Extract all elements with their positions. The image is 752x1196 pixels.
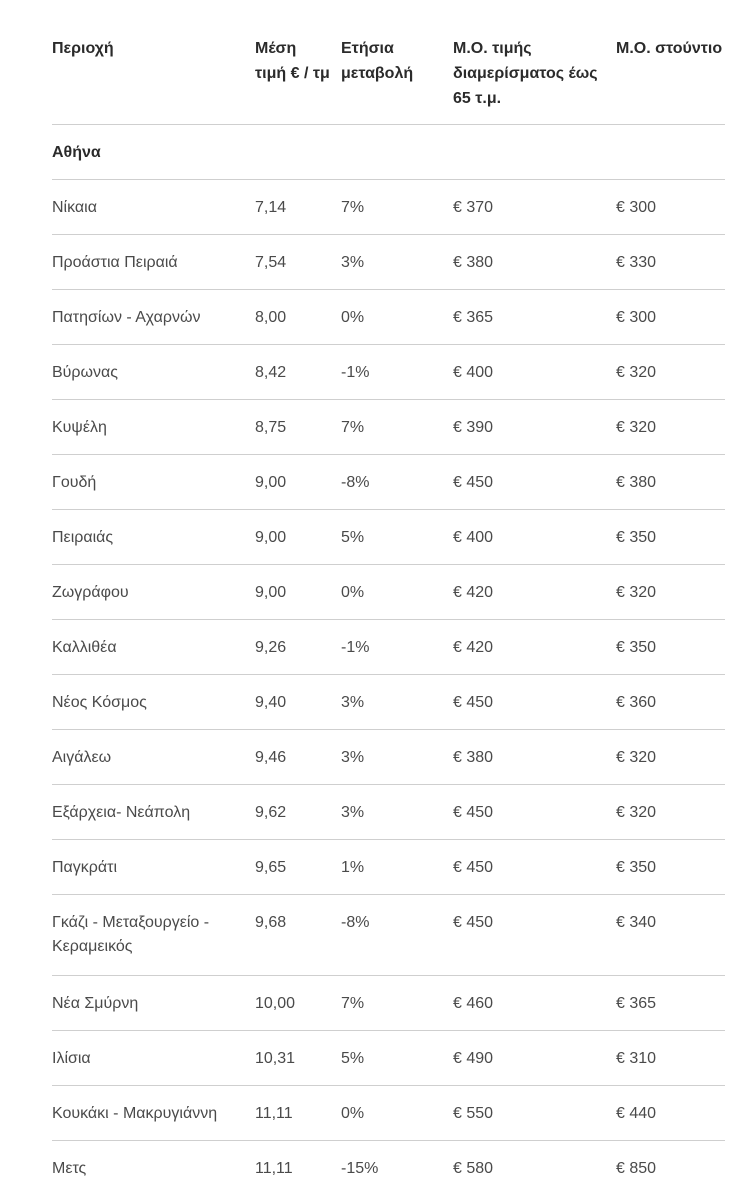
cell-avg-apartment-price: € 380	[453, 749, 494, 766]
cell-annual-change: 0%	[341, 1105, 365, 1122]
table-row	[52, 976, 725, 1031]
cell-area: Μετς	[52, 1160, 87, 1177]
header-avg-apartment-price: Μ.Ο. τιμής διαμερίσματος έως 65 τ.μ.	[453, 40, 598, 107]
table-row	[52, 1141, 725, 1196]
table-header-row	[52, 0, 725, 125]
cell-avg-price: 9,00	[255, 584, 287, 601]
cell-annual-change: -8%	[341, 914, 370, 931]
cell-avg-apartment-price: € 450	[453, 474, 494, 491]
cell-area: Βύρωνας	[52, 364, 118, 381]
cell-avg-apartment-price: € 390	[453, 419, 494, 436]
table-row	[52, 345, 725, 400]
cell-avg-price: 8,75	[255, 419, 287, 436]
cell-avg-price: 11,11	[255, 1105, 293, 1122]
cell-avg-price: 8,42	[255, 364, 287, 381]
cell-area: Καλλιθέα	[52, 639, 117, 656]
cell-avg-studio: € 300	[616, 309, 657, 326]
cell-avg-apartment-price: € 420	[453, 584, 494, 601]
cell-annual-change: -15%	[341, 1160, 379, 1177]
cell-avg-apartment-price: € 400	[453, 529, 494, 546]
table-row	[52, 675, 725, 730]
cell-annual-change: 0%	[341, 309, 365, 326]
header-avg-studio: Μ.Ο. στούντιο	[616, 40, 723, 57]
table-row	[52, 455, 725, 510]
cell-avg-studio: € 350	[616, 859, 657, 876]
cell-annual-change: 5%	[341, 529, 365, 546]
cell-avg-price: 7,14	[255, 199, 287, 216]
group-title: Αθήνα	[52, 144, 101, 161]
cell-avg-apartment-price: € 450	[453, 804, 494, 821]
cell-avg-studio: € 310	[616, 1050, 657, 1067]
table-row	[52, 1031, 725, 1086]
cell-avg-price: 10,31	[255, 1050, 296, 1067]
cell-area: Νέος Κόσμος	[52, 694, 147, 711]
cell-avg-apartment-price: € 450	[453, 694, 494, 711]
cell-area: Πατησίων - Αχαρνών	[52, 309, 201, 326]
cell-avg-price: 10,00	[255, 995, 296, 1012]
header-annual-change: Ετήσια μεταβολή	[341, 40, 414, 82]
cell-avg-price: 9,62	[255, 804, 287, 821]
cell-annual-change: -8%	[341, 474, 370, 491]
cell-annual-change: 3%	[341, 749, 365, 766]
cell-avg-apartment-price: € 490	[453, 1050, 494, 1067]
cell-avg-studio: € 380	[616, 474, 657, 491]
cell-avg-price: 11,11	[255, 1160, 293, 1177]
cell-avg-apartment-price: € 450	[453, 859, 494, 876]
table-row	[52, 400, 725, 455]
cell-avg-studio: € 365	[616, 995, 657, 1012]
table-row	[52, 180, 725, 235]
table-body	[52, 180, 725, 1196]
group-row	[52, 125, 725, 180]
cell-avg-apartment-price: € 550	[453, 1105, 494, 1122]
header-avg-price: Μέση τιμή € / τμ	[255, 40, 330, 82]
table-row	[52, 840, 725, 895]
cell-avg-price: 9,68	[255, 914, 287, 931]
rent-prices-table	[52, 0, 725, 1196]
cell-area: Νίκαια	[52, 199, 97, 216]
table-row	[52, 620, 725, 675]
table-row	[52, 565, 725, 620]
table-row	[52, 895, 725, 976]
cell-avg-apartment-price: € 380	[453, 254, 494, 271]
cell-avg-apartment-price: € 580	[453, 1160, 494, 1177]
cell-avg-studio: € 320	[616, 749, 657, 766]
cell-avg-price: 9,00	[255, 474, 287, 491]
cell-area: Αιγάλεω	[52, 749, 112, 766]
cell-avg-studio: € 320	[616, 804, 657, 821]
cell-area: Γουδή	[52, 474, 97, 491]
table-row	[52, 785, 725, 840]
cell-annual-change: -1%	[341, 364, 370, 381]
cell-avg-studio: € 320	[616, 419, 657, 436]
cell-annual-change: 0%	[341, 584, 365, 601]
cell-avg-studio: € 360	[616, 694, 657, 711]
cell-annual-change: 3%	[341, 254, 365, 271]
cell-annual-change: 5%	[341, 1050, 365, 1067]
cell-avg-studio: € 440	[616, 1105, 657, 1122]
cell-annual-change: 7%	[341, 995, 365, 1012]
cell-annual-change: -1%	[341, 639, 370, 656]
cell-area: Ζωγράφου	[52, 584, 129, 601]
cell-avg-studio: € 300	[616, 199, 657, 216]
header-area: Περιοχή	[52, 40, 114, 57]
cell-avg-apartment-price: € 370	[453, 199, 494, 216]
cell-area: Εξάρχεια- Νεάπολη	[52, 804, 191, 821]
cell-avg-studio: € 330	[616, 254, 657, 271]
table-row	[52, 235, 725, 290]
cell-avg-studio: € 320	[616, 584, 657, 601]
cell-avg-apartment-price: € 450	[453, 914, 494, 931]
table-row	[52, 1086, 725, 1141]
cell-avg-price: 7,54	[255, 254, 287, 271]
cell-avg-studio: € 340	[616, 914, 657, 931]
cell-area: Πειραιάς	[52, 529, 114, 546]
table-row	[52, 730, 725, 785]
cell-annual-change: 7%	[341, 199, 365, 216]
cell-avg-price: 8,00	[255, 309, 287, 326]
cell-annual-change: 3%	[341, 694, 365, 711]
cell-avg-apartment-price: € 460	[453, 995, 494, 1012]
cell-area: Κουκάκι - Μακρυγιάννη	[52, 1105, 218, 1122]
table-row	[52, 510, 725, 565]
cell-annual-change: 1%	[341, 859, 365, 876]
cell-avg-price: 9,46	[255, 749, 287, 766]
cell-avg-apartment-price: € 400	[453, 364, 494, 381]
cell-area: Προάστια Πειραιά	[52, 254, 178, 271]
cell-avg-apartment-price: € 420	[453, 639, 494, 656]
cell-avg-studio: € 320	[616, 364, 657, 381]
cell-avg-studio: € 350	[616, 639, 657, 656]
cell-avg-price: 9,26	[255, 639, 287, 656]
cell-area: Νέα Σμύρνη	[52, 995, 139, 1012]
cell-area: Παγκράτι	[52, 859, 118, 876]
cell-area: Γκάζι - Μεταξουργείο - Κεραμεικός	[52, 914, 210, 955]
cell-avg-studio: € 850	[616, 1160, 657, 1177]
table-row	[52, 290, 725, 345]
cell-avg-price: 9,65	[255, 859, 287, 876]
cell-area: Κυψέλη	[52, 419, 107, 436]
cell-avg-apartment-price: € 365	[453, 309, 494, 326]
cell-avg-price: 9,00	[255, 529, 287, 546]
cell-annual-change: 7%	[341, 419, 365, 436]
cell-annual-change: 3%	[341, 804, 365, 821]
cell-avg-price: 9,40	[255, 694, 287, 711]
cell-area: Ιλίσια	[52, 1050, 91, 1067]
cell-avg-studio: € 350	[616, 529, 657, 546]
